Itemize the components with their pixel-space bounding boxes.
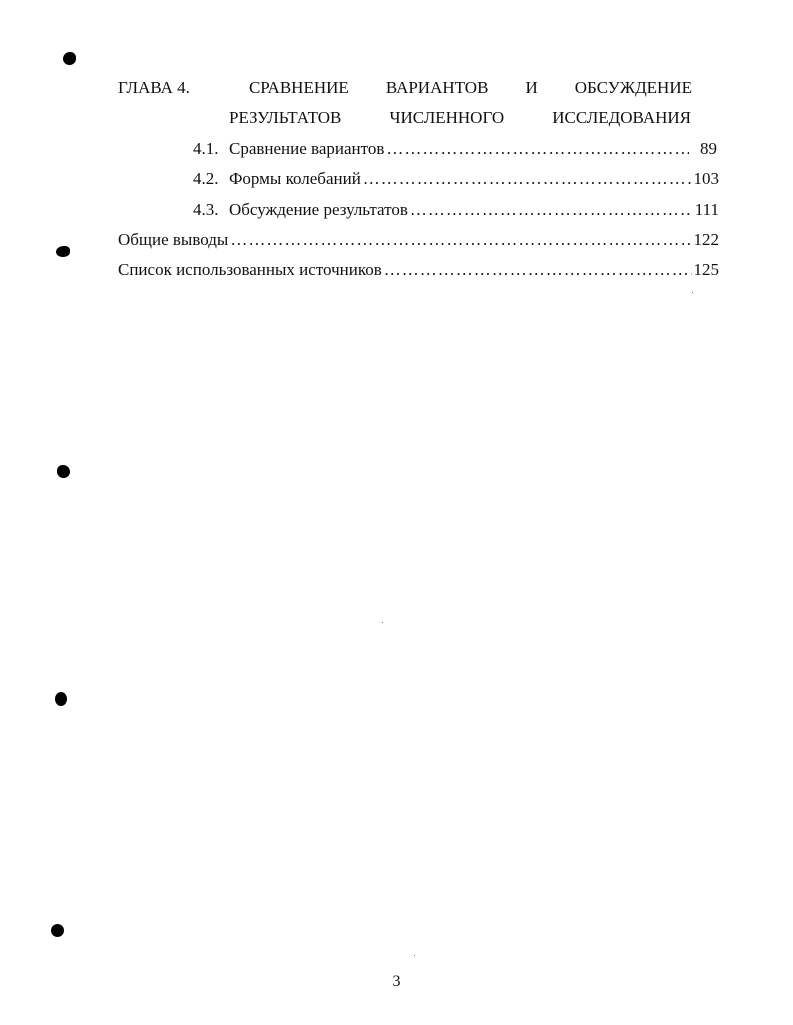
dot-leader — [384, 260, 692, 280]
toc-entry — [118, 230, 719, 250]
chapter-heading-line-2 — [229, 108, 691, 128]
punch-hole — [51, 924, 64, 937]
page-number: 3 — [392, 973, 401, 990]
section-title: Формы колебаний — [229, 169, 361, 188]
toc-section-entry — [193, 139, 717, 159]
chapter-title-word: ВАРИАНТОВ — [385, 78, 489, 97]
dot-leader — [363, 169, 692, 189]
entry-title: Список использованных источников — [118, 260, 382, 279]
chapter-title-word: ОБСУЖДЕНИЕ — [574, 78, 692, 97]
toc-section-entry — [193, 169, 719, 189]
chapter-title-word: ЧИСЛЕННОГО — [389, 108, 505, 127]
chapter-title-word: СРАВНЕНИЕ — [248, 78, 349, 97]
chapter-title-word: ИССЛЕДОВАНИЯ — [552, 108, 691, 127]
scan-speck — [414, 955, 415, 956]
entry-page-number: 122 — [693, 230, 719, 249]
entry-page-number: 125 — [693, 260, 719, 279]
dot-leader — [386, 139, 689, 159]
section-title: Сравнение вариантов — [229, 139, 385, 158]
chapter-title-word: РЕЗУЛЬТАТОВ — [229, 108, 342, 127]
section-page-number: 111 — [694, 200, 719, 219]
section-number: 4.1. — [193, 139, 219, 158]
scan-speck — [692, 292, 693, 293]
chapter-label: ГЛАВА 4. — [118, 78, 190, 97]
section-page-number: 89 — [700, 139, 717, 158]
section-title: Обсуждение результатов — [229, 200, 408, 219]
dot-leader — [230, 230, 691, 250]
chapter-heading-line-1 — [118, 78, 692, 98]
toc-section-entry — [193, 200, 719, 220]
punch-hole — [63, 52, 76, 65]
entry-title: Общие выводы — [118, 230, 229, 249]
scan-speck — [382, 622, 383, 623]
chapter-title-word: И — [525, 78, 538, 97]
section-page-number: 103 — [693, 169, 719, 188]
dot-leader — [410, 200, 693, 220]
punch-hole — [56, 246, 70, 257]
punch-hole — [57, 465, 70, 478]
punch-hole — [55, 692, 67, 706]
section-number: 4.3. — [193, 200, 219, 219]
toc-entry — [118, 260, 719, 280]
section-number: 4.2. — [193, 169, 219, 188]
